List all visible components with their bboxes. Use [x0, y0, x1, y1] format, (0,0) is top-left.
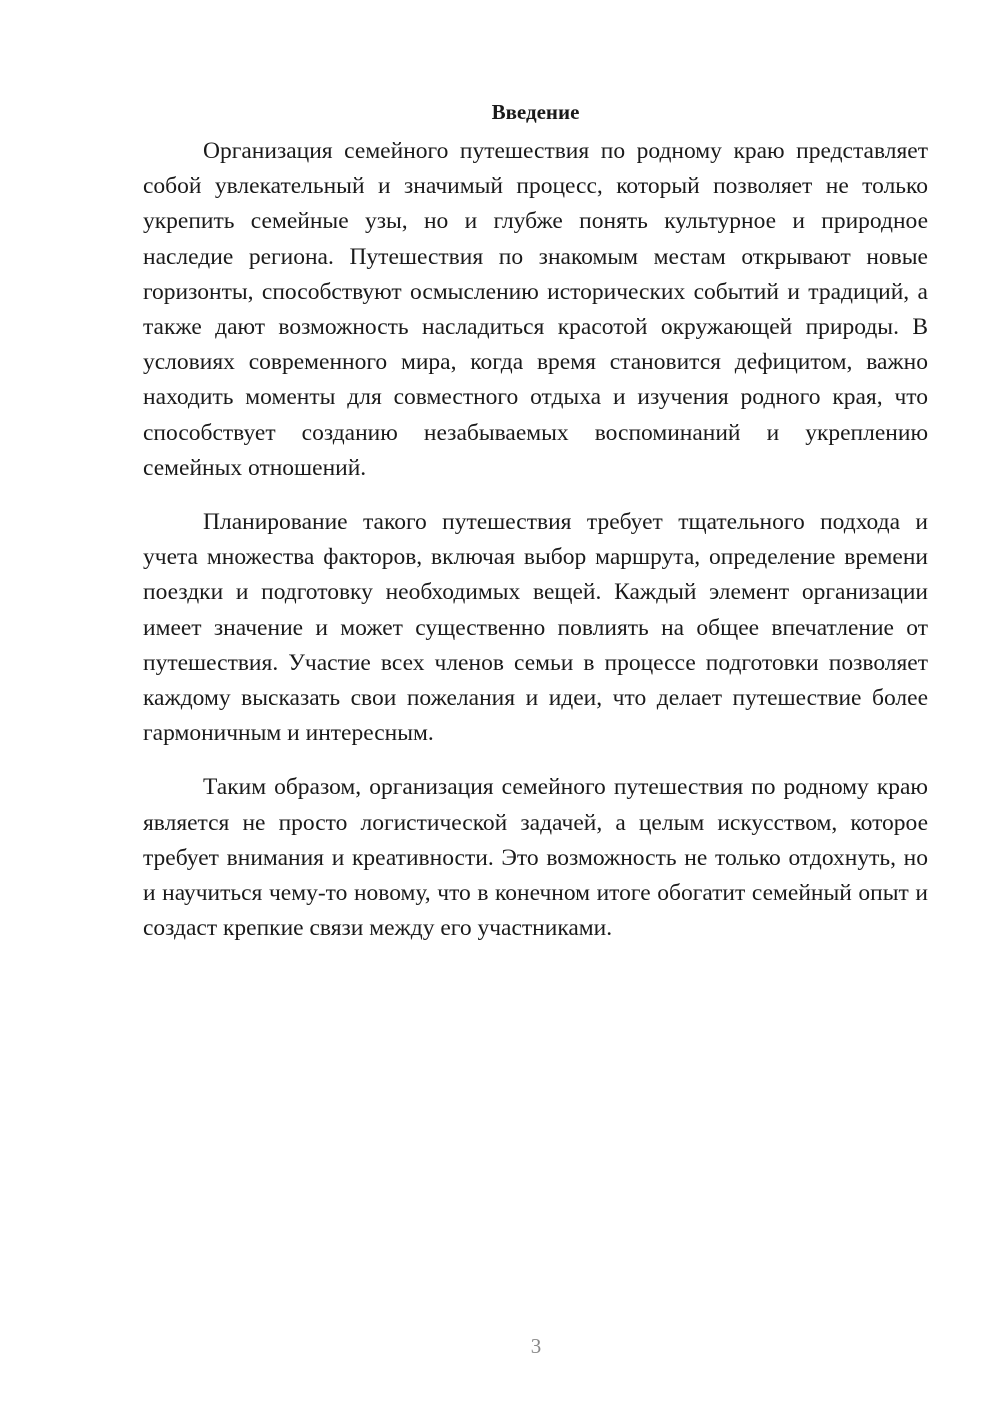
paragraph-1: Организация семейного путешествия по родному краю представляет собой увлекательный и значимый процесс, который позволяет не только укрепить семейные узы, но и глубже понять культурное и природное наследие региона. Путешествия по знакомым местам открывают новые горизонты, способствуют осмыслению исторических событий и традиций, а также дают возможность насладиться красотой окружающей природы. В условиях современного мира, когда время становится дефицитом, важно находить моменты для совместного отдыха и изучения родного края, что способствует созданию незабываемых воспоминаний и укреплению семейных отношений.: [143, 138, 928, 481]
paragraph-2: Планирование такого путешествия требует тщательного подхода и учета множества факторов, включая выбор маршрута, определение времени поездки и подготовку необходимых вещей. Каждый элемент организации имеет значение и может существенно повлиять на общее впечатление от путешествия. Участие всех членов семьи в процессе подготовки позволяет каждому высказать свои пожелания и идеи, что делает путешествие более гармоничным и интересным.: [143, 509, 928, 747]
document-body: [143, 98, 928, 965]
paragraph-3: Таким образом, организация семейного путешествия по родному краю является не просто логистической задачей, а целым искусством, которое требует внимания и креативности. Это возможность не только отдохнуть, но и научиться чему-то новому, что в конечном итоге обогатит семейный опыт и создаст крепкие связи между его участниками.: [143, 774, 928, 942]
page-number: 3: [530, 1334, 542, 1358]
section-heading: Введение: [491, 100, 580, 124]
